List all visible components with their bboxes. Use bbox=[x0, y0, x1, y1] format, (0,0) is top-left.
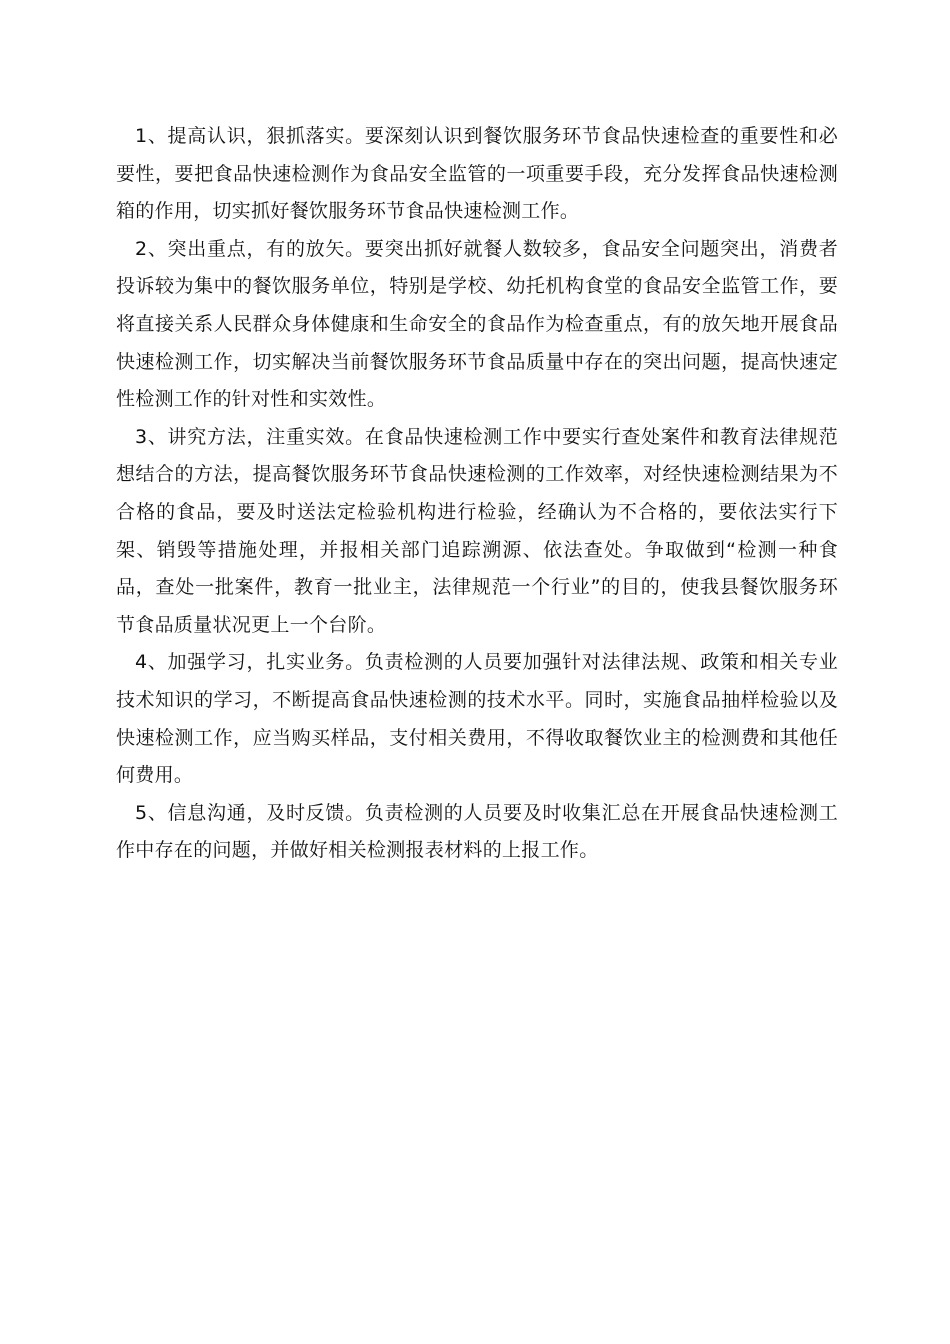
paragraph-3: 3、讲究方法，注重实效。在食品快速检测工作中要实行查处案件和教育法律规范想结合的方法，提高餐饮服务环节食品快速检测的工作效率，对经快速检测结果为不合格的食品，要及时送法定检验机构进行检验，经确认为不合格的，要依法实行下架、销毁等措施处理，并报相关部门追踪溯源、依法查处。争取做到“检测一种食品，查处一批案件，教育一批业主，法律规范一个行业”的目的，使我县餐饮服务环节食品质量状况更上一个台阶。 bbox=[116, 425, 838, 636]
paragraph-2: 2、突出重点，有的放矢。要突出抓好就餐人数较多，食品安全问题突出，消费者投诉较为集中的餐饮服务单位，特别是学校、幼托机构食堂的食品安全监管工作，要将直接关系人民群众身体健康和生命安全的食品作为检查重点，有的放矢地开展食品快速检测工作，切实解决当前餐饮服务环节食品质量中存在的突出问题，提高快速定性检测工作的针对性和实效性。 bbox=[116, 237, 838, 411]
paragraph-1: 1、提高认识，狠抓落实。要深刻认识到餐饮服务环节食品快速检查的重要性和必要性，要把食品快速检测作为食品安全监管的一项重要手段，充分发挥食品快速检测箱的作用，切实抓好餐饮服务环节食品快速检测工作。 bbox=[116, 125, 838, 223]
paragraph-5: 5、信息沟通，及时反馈。负责检测的人员要及时收集汇总在开展食品快速检测工作中存在的问题，并做好相关检测报表材料的上报工作。 bbox=[116, 801, 838, 862]
document-body bbox=[116, 118, 838, 870]
paragraph-4: 4、加强学习，扎实业务。负责检测的人员要加强针对法律法规、政策和相关专业技术知识的学习，不断提高食品快速检测的技术水平。同时，实施食品抽样检验以及快速检测工作，应当购买样品，支付相关费用，不得收取餐饮业主的检测费和其他任何费用。 bbox=[116, 651, 838, 787]
